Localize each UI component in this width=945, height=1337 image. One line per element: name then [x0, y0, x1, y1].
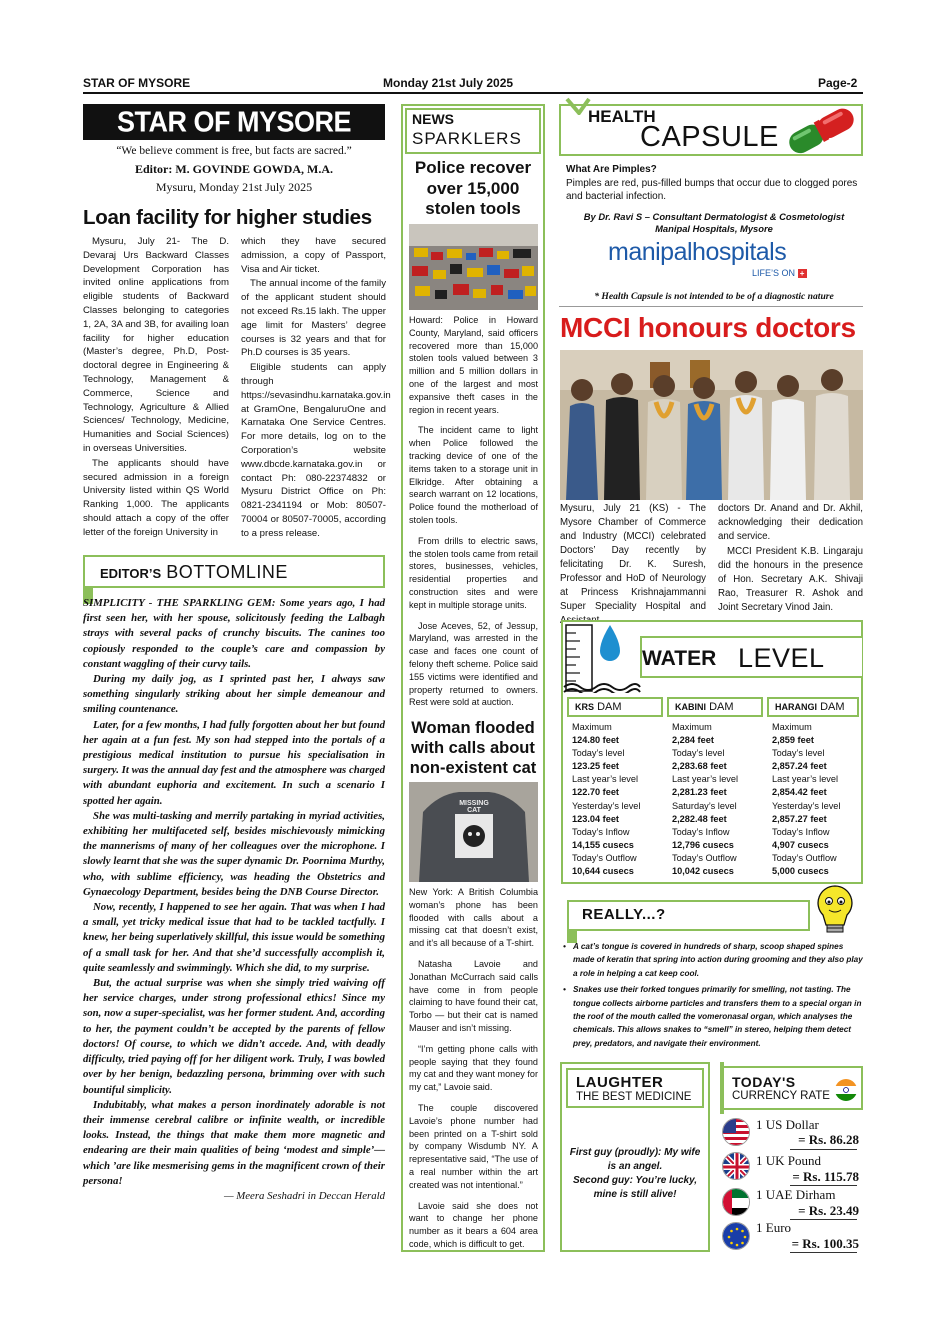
- kabini-saturday-label: Saturday’s level: [672, 800, 737, 811]
- eu-flag-icon: [722, 1222, 750, 1250]
- mcci-col1: Mysuru, July 21 (KS) - The Mysore Chamber of Commerce and Industry (MCCI) celebrated Doctors’ Day recently by felicitating Dr. K. Suresh, Professor and HoD of Neurology at Princess Krishnajammanni Super Speciality Hospital and: [560, 503, 706, 612]
- kabini-dam-name-bold: KABINI: [675, 702, 706, 712]
- story2-body: [409, 886, 538, 1259]
- mcci-col2: [718, 502, 863, 616]
- currency-label-bold: TODAY'S: [732, 1074, 796, 1090]
- kabini-today-label: Today’s level: [672, 748, 725, 759]
- capsule-pill-icon: [780, 106, 862, 154]
- bottomline-p4: She was multi-tasking and merrily partaking in myriad activities, exhibiting her multifaceted self, besides mischievously mimicking the mannerisms of many of her colleagues over the microphone. I slowly learnt that she was the super dynamic Dr. Poornima Murthy, who, with sublime efficiency, was heading the Obstetrics and Gynaecology Department, besides being the DNB Course Director.: [83, 809, 385, 898]
- really-facts: [563, 940, 863, 1050]
- story1-p1: Howard: Police in Howard County, Maryland, said officers recovered more than 15,000 stolen tools valued between 3 million and 5 million dollars in one of the largest and most expansive theft cases in the region in recent years.: [409, 315, 538, 415]
- story2-shirt-text: MISSING CAT: [459, 800, 489, 814]
- kabini-outflow-label: Today’s Outflow: [672, 852, 737, 863]
- loan-col2: [241, 235, 391, 542]
- really-fact-2: [563, 983, 863, 1050]
- story1-headline: Police recover over 15,000 stolen tools: [414, 158, 532, 218]
- kabini-dam-values: [672, 721, 738, 878]
- kabini-max-value: 2,284 feet: [672, 735, 714, 746]
- harangi-max-value: 2,859 feet: [772, 735, 814, 746]
- krs-max-value: 124.80 feet: [572, 735, 619, 746]
- health-byline2: Manipal Hospitals, Mysore: [655, 223, 773, 234]
- kabini-saturday-value: 2,282.48 feet: [672, 813, 727, 824]
- loan-col1: [83, 235, 229, 541]
- story1-photo: [409, 224, 538, 310]
- aed-value: = Rs. 23.49: [798, 1203, 859, 1218]
- loan-p5: Eligible students can apply through https://sevasindhu.karnataka.gov.in at GramOne, BengaluruOne and Karnataka One Service Centres. For more details, log on to the Corporation’s website www.dbcde.karnataka.gov.in or contact Ph: 080-22374832 or Mysuru District Office on Ph: 0821-2341194 or Mob: 80507-70004 or 80507-70005, according to a press release.: [241, 362, 391, 539]
- bottomline-p1: SIMPLICITY - THE SPARKLING GEM: Some years ago, I had first seen her, with her spouse, solicitously feeding the Lalbagh strays with several packs of crunchy biscuits. The canines too copiously responded to the couple’s care and compassion by constant waggling of their curvy tails.: [83, 597, 385, 670]
- bottomline-label-light: BOTTOMLINE: [166, 562, 288, 582]
- usd-name: 1 US Dollar: [756, 1117, 819, 1132]
- bottomline-label: [100, 562, 288, 583]
- laughter-label-bold: LAUGHTER: [576, 1074, 664, 1091]
- laughter-label-light: THE BEST MEDICINE: [576, 1091, 692, 1103]
- header-paper-name: STAR OF MYSORE: [83, 76, 191, 90]
- krs-inflow-label: Today’s Inflow: [572, 826, 630, 837]
- story2-p3: “I’m getting phone calls with people saying that they found my cat and they want money for my cat,” Lavoie said.: [409, 1043, 538, 1093]
- health-banner-edge: [559, 104, 561, 156]
- harangi-dam-values: [772, 721, 840, 878]
- header-rule: [83, 92, 863, 94]
- story1-p3: From drills to electric saws, the stolen tools came from retail stores, businesses, vehicles, residential properties and construction sites and were kept in multiple storage units.: [409, 535, 538, 610]
- story2-p4: The couple discovered Lavoie’s phone number had been printed on a T-shirt sold by company Wisdumb NY. A representative said, “The use of a real number within the art created was not intentional.”: [409, 1102, 538, 1190]
- mcci-p3: MCCI President K.B. Lingaraju did the honours in the presence of Hon. Secretary A.K. Shivaji Rao, Treasurer R. Ashok and Joint Secretary Vinod Jain.: [718, 546, 863, 613]
- mcci-headline: MCCI honours doctors: [560, 312, 856, 343]
- usd-value: = Rs. 86.28: [798, 1132, 859, 1147]
- eur-name: 1 Euro: [756, 1220, 792, 1235]
- lightbulb-mascot-icon: [812, 883, 858, 939]
- really-fact-1: [563, 940, 863, 980]
- harangi-outflow-label: Today’s Outflow: [772, 852, 837, 863]
- gbp-name: 1 UK Pound: [756, 1153, 822, 1168]
- health-divider: [559, 306, 863, 307]
- loan-p3: which they have secured admission, a copy of Passport, Visa and Air ticket.: [241, 236, 386, 275]
- bottomline-body: [83, 596, 385, 1204]
- uk-flag-icon: [722, 1152, 750, 1180]
- aed-rule: [790, 1219, 857, 1220]
- bottomline-label-bold: EDITOR’S: [100, 566, 162, 581]
- krs-lastyear-value: 122.70 feet: [572, 787, 619, 798]
- krs-lastyear-label: Last year’s level: [572, 774, 639, 785]
- laughter-joke-line2: Second guy: You’re lucky, mine is still alive!: [572, 1175, 698, 1200]
- kabini-outflow-value: 10,042 cusecs: [672, 866, 734, 877]
- water-gauge-icon: [562, 621, 642, 693]
- bottomline-p3: Later, for a few months, I had fully forgotten about her but found her again at a fun fest. My son had stepped into the portals of a prestigious medical institution to pursue his specialisation in surgery. It was the annual day fest and the atmosphere was charged with abundant euphoria and excitement. In such a scenario I spotted her again.: [83, 718, 385, 807]
- bullet-icon: •: [563, 942, 566, 951]
- masthead-logo-bar: [83, 104, 385, 140]
- loan-p2: The applicants should have secured admission in a foreign University listed within QS World Ranking 1,000. The applicants should attach a copy of the offer letter of the foreign University in: [83, 457, 229, 538]
- water-label-bold: WATER: [642, 647, 717, 670]
- masthead-logo: STAR OF MYSORE: [116, 106, 351, 138]
- manipal-tagline-text: LIFE’S ON: [752, 268, 796, 278]
- header-date: Monday 21st July 2025: [383, 76, 514, 90]
- kabini-dam-name-light: DAM: [709, 701, 734, 713]
- krs-dam-name-light: DAM: [597, 701, 622, 713]
- bottomline-p7: Indubitably, what makes a person inordinately adorable is not their immense cerebral calibre or infinite wealth, or incredible looks. Instead, the things that make them more magnetic and endearing are their main qualities of being ‘modest and simple’— which ’are like mesmerising gems in the magnificent crown of their persona!: [83, 1098, 385, 1187]
- kabini-lastyear-value: 2,281.23 feet: [672, 787, 727, 798]
- currency-banner-edge: [720, 1062, 724, 1114]
- harangi-today-value: 2,857.24 feet: [772, 761, 827, 772]
- krs-dam-label: [567, 697, 663, 717]
- manipal-tagline: [752, 268, 807, 278]
- really-fact-1-text: A cat’s tongue is covered in hundreds of sharp, scoop shaped spines made of keratin that spring into action during grooming and they also play a role in helping a cat keep cool.: [573, 942, 863, 978]
- water-label-light: LEVEL: [738, 643, 825, 673]
- kabini-lastyear-label: Last year’s level: [672, 774, 739, 785]
- kabini-inflow-value: 12,796 cusecs: [672, 839, 734, 850]
- loan-headline: Loan facility for higher studies: [83, 206, 372, 229]
- currency-label-light: CURRENCY RATE: [732, 1090, 830, 1102]
- uae-flag-icon: [722, 1188, 750, 1216]
- kabini-today-value: 2,283.68 feet: [672, 761, 727, 772]
- harangi-yesterday-value: 2,857.27 feet: [772, 813, 827, 824]
- bullet-icon: •: [563, 985, 566, 995]
- harangi-outflow-value: 5,000 cusecs: [772, 866, 829, 877]
- krs-today-value: 123.25 feet: [572, 761, 619, 772]
- laughter-joke: [568, 1146, 702, 1202]
- story1-p4: Jose Aceves, 52, of Jessup, Maryland, was arrested in the case and faces one count of felony theft scheme. Police said 155 victims were identified and property returned to owners. Rest were sold at auction.: [409, 620, 538, 708]
- kabini-max-label: Maximum: [672, 722, 712, 732]
- masthead-dateline: Mysuru, Monday 21st July 2025: [155, 180, 313, 194]
- bottomline-credit: — Meera Seshadri in Deccan Herald: [223, 1189, 385, 1202]
- story2-photo: [409, 782, 538, 882]
- kabini-dam-label: [667, 697, 763, 717]
- doctors-group-photo-illustration: [560, 350, 863, 500]
- krs-yesterday-value: 123.04 feet: [572, 813, 619, 824]
- harangi-lastyear-label: Last year’s level: [772, 774, 839, 785]
- health-question: What Are Pimples?: [566, 164, 657, 175]
- harangi-dam-name-bold: HARANGI: [775, 702, 817, 712]
- header-page: Page-2: [818, 76, 858, 90]
- india-flag-icon: [834, 1078, 858, 1102]
- kabini-inflow-label: Today’s Inflow: [672, 826, 730, 837]
- sparklers-label-light: SPARKLERS: [412, 129, 522, 148]
- masthead-editor: Editor: M. GOVINDE GOWDA, M.A.: [135, 162, 333, 176]
- stolen-tools-illustration: [409, 224, 538, 310]
- gbp-value: = Rs. 115.78: [792, 1169, 859, 1184]
- harangi-inflow-label: Today’s Inflow: [772, 826, 830, 837]
- usd-rule: [790, 1149, 857, 1150]
- health-label-bold: HEALTH: [588, 107, 656, 126]
- missing-cat-shirt-illustration: [409, 782, 538, 882]
- mcci-p2: doctors Dr. Anand and Dr. Akhil, acknowledging their dedication and service.: [718, 503, 863, 542]
- harangi-yesterday-label: Yesterday’s level: [772, 800, 841, 811]
- eur-rule: [790, 1252, 857, 1253]
- story2-headline: Woman flooded with calls about non-existent cat: [409, 719, 537, 777]
- laughter-joke-line1: First guy (proudly): My wife is an angel.: [569, 1147, 701, 1172]
- krs-inflow-value: 14,155 cusecs: [572, 839, 634, 850]
- masthead-motto: “We believe comment is free, but facts are sacred.”: [116, 145, 352, 157]
- story2-p2: Natasha Lavoie and Jonathan McCurrach said calls have come in from people claiming to have found their cat, Torbo — but their cat is named Mauser and isn’t missing.: [409, 958, 538, 1033]
- harangi-inflow-value: 4,907 cusecs: [772, 839, 829, 850]
- manipal-logo: manipalhospitals: [608, 238, 787, 266]
- bottomline-p5: Now, recently, I happened to see her again. That was when I had a small, yet tricky medical issue that had to be tackled tactfully. I knew, her being superlatively skillful, this issue would be something of a small task for her. And that she’d successfully accomplish it, quite seamlessly and swimmingly. Which she did, to my surprise.: [83, 901, 385, 974]
- story1-body: [409, 314, 538, 717]
- story2-p1: New York: A British Columbia woman’s phone has been flooded with calls about a missing cat that doesn’t exist, and it’s all because of a T-shirt.: [409, 887, 538, 949]
- loan-p1: Mysuru, July 21- The D. Devaraj Urs Backward Classes Development Corporation has invited online applications from eligible students of Backward Classes belonging to categories 1, 2A, 3A and 3B, for availing loan facility for higher education (Master’s degree, Ph.D, Post-doctoral degree in Engineering & Technology, Management & Commerce, Science and Technology, Agriculture & Allied Sciences/ Technology, Medicine, Humanities and Social Sciences) in overseas Universities.: [83, 236, 229, 454]
- harangi-today-label: Today’s level: [772, 748, 825, 759]
- krs-dam-values: [572, 721, 640, 878]
- plus-icon: +: [798, 269, 807, 278]
- health-answer: Pimples are red, pus-filled bumps that occur due to clogged pores and bacterial infection.: [566, 178, 858, 202]
- krs-today-label: Today’s level: [572, 748, 625, 759]
- eur-value: = Rs. 100.35: [791, 1236, 859, 1251]
- krs-outflow-value: 10,644 cusecs: [572, 866, 634, 877]
- mcci-photo: [560, 350, 863, 500]
- story2-p5: Lavoie said she does not want to change her phone number as it bears a 604 area code, which is difficult to get.: [409, 1200, 538, 1249]
- harangi-lastyear-value: 2,854.42 feet: [772, 787, 827, 798]
- harangi-max-label: Maximum: [772, 722, 812, 732]
- krs-dam-name-bold: KRS: [575, 702, 595, 712]
- health-label-light: CAPSULE: [640, 121, 779, 153]
- harangi-dam-label: [767, 697, 859, 717]
- bottomline-p6: But, the actual surprise was when she simply tried waiving off her service charges, under strong professional ethics! Since my son, now a super-specialist, was her former student. And, according to her, the payment couldn’t be accepted by the parents of fellow doctors! Of course, to which we didn’t accede. And, with deadly difficulty, tried paying off for her diligent work. Truly, I was bowled over by her benign, bedazzling persona, brimming over with such bountiful simplicity.: [83, 977, 385, 1096]
- krs-yesterday-label: Yesterday’s level: [572, 800, 641, 811]
- really-label: REALLY...?: [582, 906, 666, 923]
- bottomline-p2: During my daily jog, as I sprinted past her, I always saw something singularly striking about her simple demeanour and smiling countenance.: [83, 673, 385, 716]
- gbp-rule: [790, 1185, 857, 1186]
- story1-p2: The incident came to light when Police followed the tracking device of one of the items taken to a storage unit in Elkridge. After obtaining a search warrant on 12 locations, Police found the motherload of stolen tools.: [409, 425, 538, 525]
- sparklers-label-bold: NEWS: [412, 111, 454, 127]
- us-flag-icon: [722, 1118, 750, 1146]
- really-fact-2-text: Snakes use their forked tongues primarily for smelling, not tasting. The tongue collects airborne particles and transfers them to a special organ in the roof of the mouth called the vomeronasal organ, which analyses the chemicals. This allows snakes to “smell” in stereo, helping them detect prey, predators, and navigate their environment.: [573, 985, 862, 1048]
- aed-name: 1 UAE Dirham: [756, 1187, 836, 1202]
- loan-p4: The annual income of the family of the applicant student should not exceed Rs.15 lakh. The upper age limit for Masters’ degree courses is 32 years and that for Ph.D courses is 35 years.: [241, 278, 386, 359]
- health-byline: By Dr. Ravi S – Consultant Dermatologist & Cosmetologist: [583, 211, 845, 222]
- harangi-dam-name-light: DAM: [820, 701, 845, 713]
- krs-outflow-label: Today’s Outflow: [572, 852, 637, 863]
- krs-max-label: Maximum: [572, 722, 612, 732]
- health-disclaimer: * Health Capsule is not intended to be of a diagnostic nature: [594, 291, 834, 302]
